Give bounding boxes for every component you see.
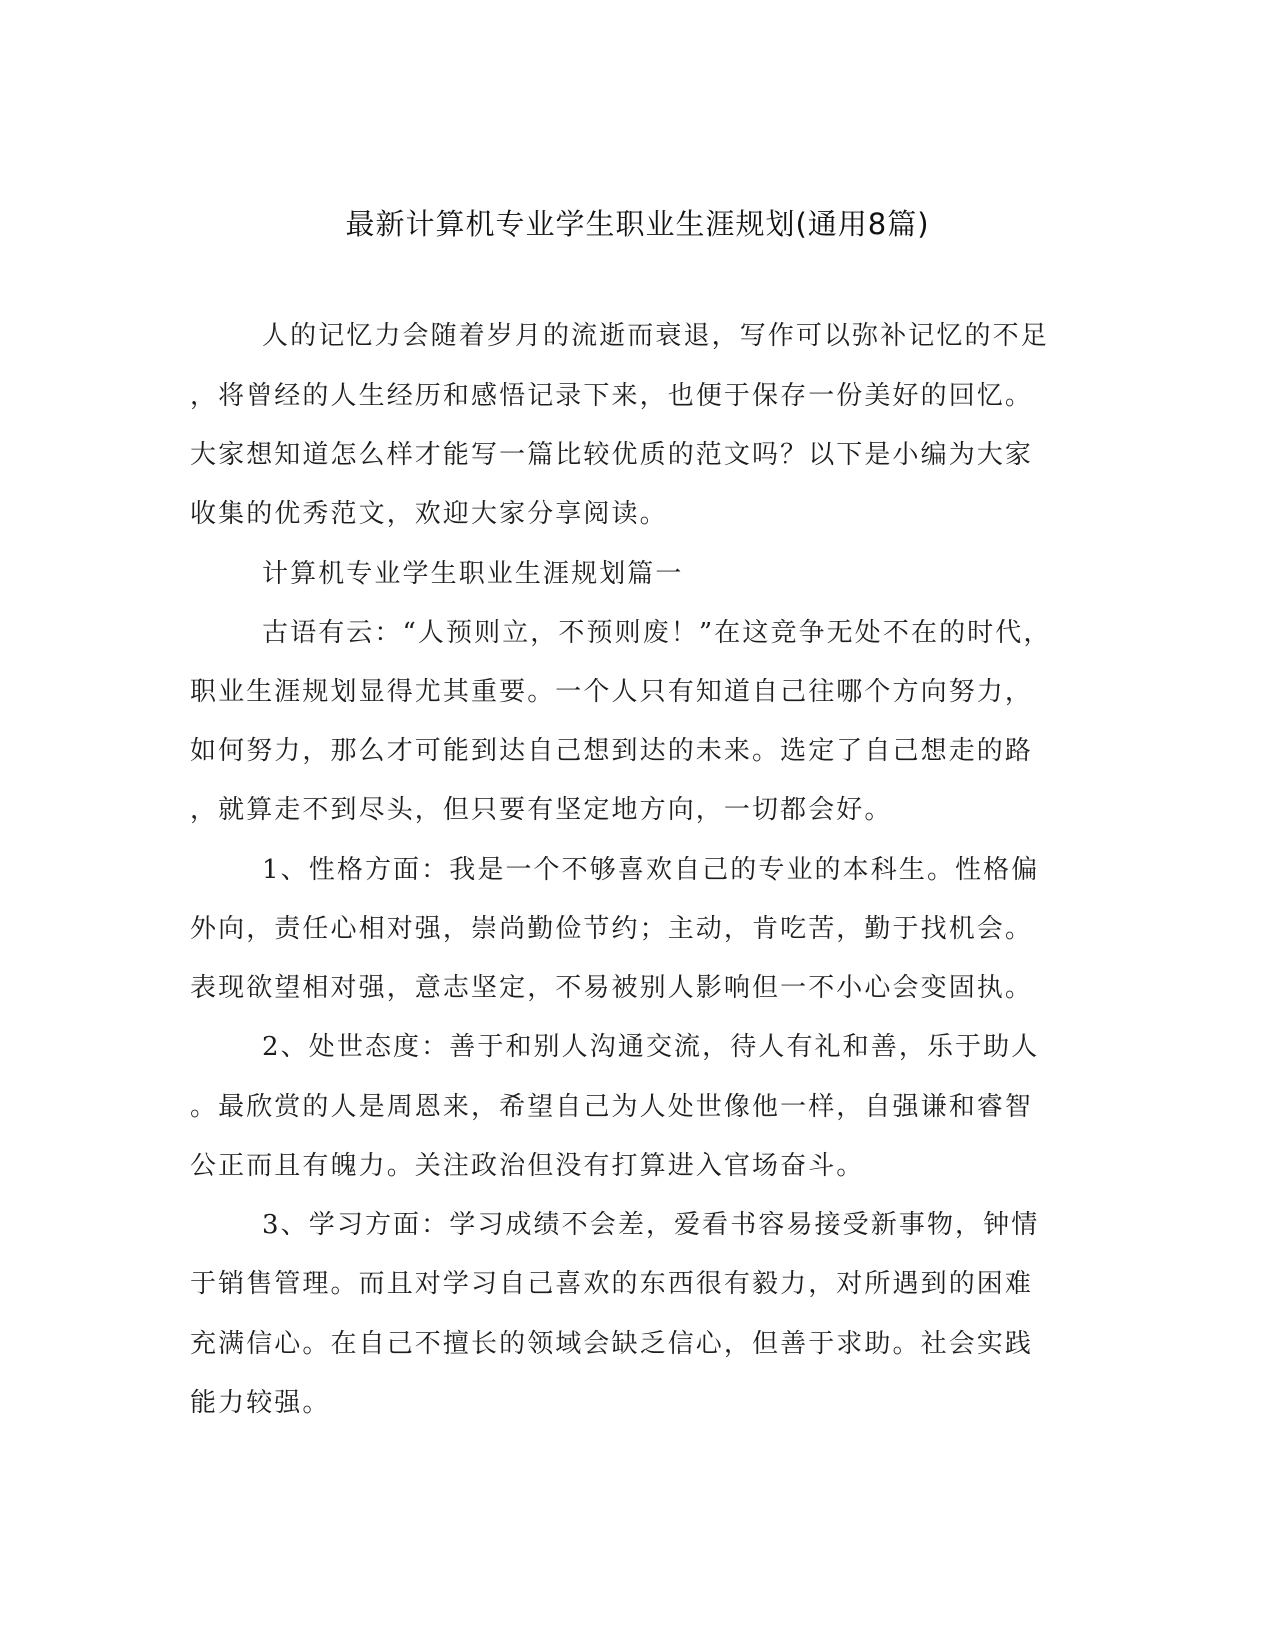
- paragraph-line: 能力较强。: [190, 1388, 331, 1418]
- paragraph-line: 收集的优秀范文，欢迎大家分享阅读。: [190, 499, 668, 529]
- paragraph-line: 公正而且有魄力。关注政治但没有打算进入官场奋斗。: [190, 1151, 865, 1181]
- paragraph-line: 表现欲望相对强，意志坚定，不易被别人影响但一不小心会变固执。: [190, 973, 1034, 1003]
- paragraph-line: 1、性格方面：我是一个不够喜欢自己的专业的本科生。性格偏: [262, 855, 1040, 885]
- paragraph-line: ，将曾经的人生经历和感悟记录下来，也便于保存一份美好的回忆。: [190, 381, 1034, 411]
- document-title: 最新计算机专业学生职业生涯规划(通用8篇): [345, 207, 930, 241]
- paragraph-line: 充满信心。在自己不擅长的领域会缺乏信心，但善于求助。社会实践: [190, 1329, 1034, 1359]
- paragraph-line: ，就算走不到尽头，但只要有坚定地方向，一切都会好。: [190, 795, 893, 825]
- section-heading: 计算机专业学生职业生涯规划篇一: [262, 559, 684, 589]
- paragraph-line: 2、处世态度：善于和别人沟通交流，待人有礼和善，乐于助人: [262, 1032, 1040, 1062]
- paragraph-line: 大家想知道怎么样才能写一篇比较优质的范文吗？以下是小编为大家: [190, 440, 1034, 470]
- paragraph-line: 外向，责任心相对强，崇尚勤俭节约；主动，肯吃苦，勤于找机会。: [190, 914, 1034, 944]
- paragraph-line: 。最欣赏的人是周恩来，希望自己为人处世像他一样，自强谦和睿智: [190, 1092, 1034, 1122]
- paragraph-line: 职业生涯规划显得尤其重要。一个人只有知道自己往哪个方向努力，: [190, 677, 1034, 707]
- paragraph-line: 3、学习方面：学习成绩不会差，爱看书容易接受新事物，钟情: [262, 1210, 1040, 1240]
- paragraph-line: 于销售管理。而且对学习自己喜欢的东西很有毅力，对所遇到的困难: [190, 1269, 1034, 1299]
- paragraph-line: 如何努力，那么才可能到达自己想到达的未来。选定了自己想走的路: [190, 736, 1034, 766]
- paragraph-line: 古语有云：“人预则立，不预则废！”在这竞争无处不在的时代，: [262, 618, 1052, 648]
- paragraph-line: 人的记忆力会随着岁月的流逝而衰退，写作可以弥补记忆的不足: [262, 321, 1049, 351]
